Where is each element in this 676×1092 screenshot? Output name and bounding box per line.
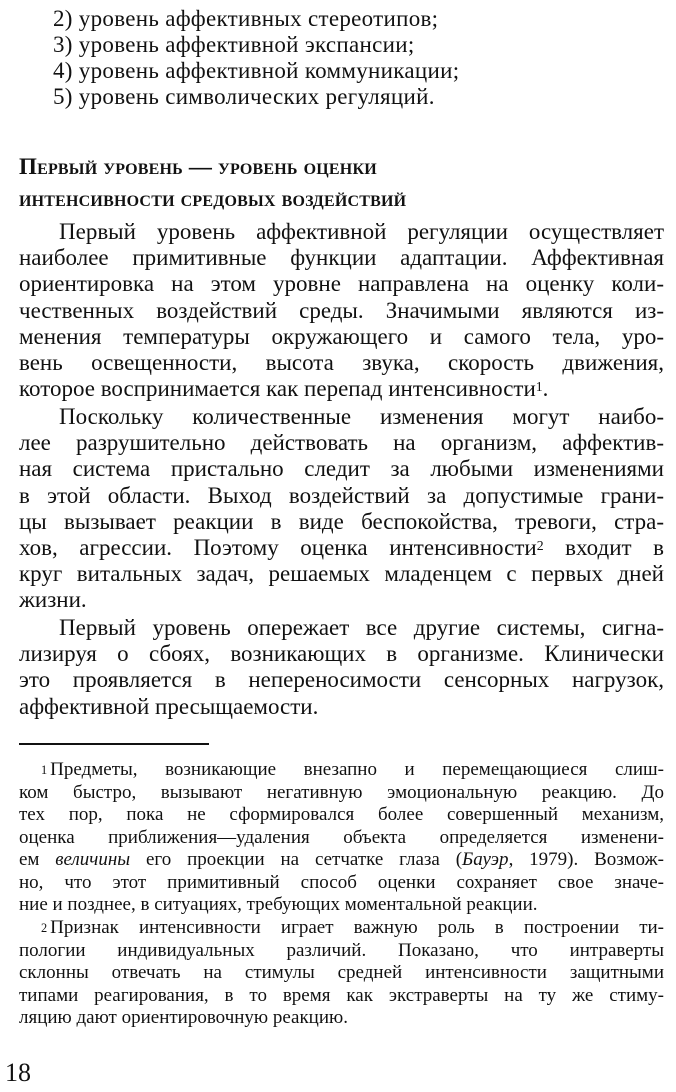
text-line: [19, 917, 664, 940]
page-number: 18: [5, 1058, 31, 1087]
text-line: чественных воздействий среды. Значимыми являются из-: [19, 297, 664, 323]
text-line: лее разрушительно действовать на организм, аффектив-: [19, 430, 664, 456]
text-span: входит в: [543, 534, 664, 560]
italic-term: величины: [55, 849, 131, 870]
text-line: ком быстро, вызывают негативную эмоциональную реакцию. До: [19, 781, 664, 803]
heading-line: Первый уровень — уровень оценки: [19, 154, 377, 179]
text-span: Признак интенсивности играет важную роль в построении ти-: [50, 917, 664, 938]
list-item: 5) уровень символических регуляций.: [53, 84, 435, 109]
level-list: [53, 6, 653, 110]
paragraph-3: [19, 615, 664, 720]
text-line: [19, 376, 664, 402]
text-line: [19, 535, 664, 561]
text-line: аффективной пресыщаемости.: [19, 693, 319, 719]
footnote-1: [19, 759, 664, 917]
footnote-marker: 2: [41, 921, 48, 935]
text-span: которое воспринимается как перепад интенсивности: [19, 376, 536, 402]
text-line: типами реагирования, в то время как экстраверты на ту же стиму-: [19, 984, 664, 1006]
text-line: круг витальных задач, решаемых младенцем с первых дней: [19, 561, 664, 587]
footnote-divider: [19, 743, 209, 745]
footnote-marker: 1: [41, 763, 48, 777]
text-span: Предметы, возникающие внезапно и перемещающиеся слиш-: [50, 759, 664, 780]
text-line: [19, 849, 664, 872]
text-line: вень освещенности, высота звука, скорость движения,: [19, 349, 664, 375]
paragraph-2: [19, 404, 664, 614]
text-line: ная система пристально следит за любыми изменениями: [19, 456, 664, 482]
list-item: 4) уровень аффективной коммуникации;: [53, 58, 460, 83]
list-item: 3) уровень аффективной экспансии;: [53, 32, 415, 57]
text-line: Первый уровень опережает все другие системы, сигна-: [59, 615, 664, 640]
list-item: 2) уровень аффективных стереотипов;: [53, 6, 439, 31]
text-line: жизни.: [19, 587, 87, 613]
text-line: ние и позднее, в ситуациях, требующих моментальной реакции.: [19, 894, 538, 915]
text-line: это проявляется в непереносимости сенсорных нагрузок,: [19, 667, 664, 693]
heading-line: интенсивности средовых воздействий: [19, 186, 407, 211]
text-span: хов, агрессии. Поэтому оценка интенсивности: [19, 534, 537, 560]
text-span: его проекции на сетчатке глаза (: [130, 849, 463, 870]
footnote-ref-2: 2: [536, 537, 544, 553]
text-span: .: [542, 376, 549, 402]
text-line: оценка приближения—удаления объекта определяется изменени-: [19, 826, 664, 848]
text-line: но, что этот примитивный способ оценки сохраняет свое значе-: [19, 871, 664, 893]
text-line: тех пор, пока не сформировался более совершенный механизм,: [19, 804, 664, 825]
text-line: в этой области. Выход воздействий за допустимые грани-: [19, 482, 664, 508]
text-line: [19, 759, 664, 782]
text-line: ляцию дают ориентировочную реакцию.: [19, 1007, 348, 1028]
section-heading: [19, 151, 659, 215]
text-line: ориентировка на этом уровне направлена на оценку коли-: [19, 271, 664, 297]
text-span: , 1979). Возмож-: [508, 849, 664, 870]
text-line: склонны отвечать на стимулы средней интенсивности защитными: [19, 962, 664, 983]
text-line: Первый уровень аффективной регуляции осуществляет: [59, 219, 664, 244]
footnote-2: [19, 917, 664, 1030]
paragraph-1: [19, 219, 664, 402]
italic-author: Бауэр: [462, 849, 509, 870]
text-span: ем: [19, 849, 56, 870]
footnote-ref-1: 1: [535, 379, 543, 395]
text-line: цы вызывает реакции в виде беспокойства, тревоги, стра-: [19, 508, 664, 534]
text-line: наиболее примитивные функции адаптации. Аффективная: [19, 245, 664, 271]
text-line: пологии индивидуальных различий. Показано, что интраверты: [19, 939, 664, 961]
text-line: менения температуры окружающего и самого тела, уро-: [19, 323, 664, 349]
text-line: лизируя о сбоях, возникающих в организме. Клинически: [19, 641, 664, 667]
text-line: Поскольку количественные изменения могут наибо-: [59, 404, 664, 429]
